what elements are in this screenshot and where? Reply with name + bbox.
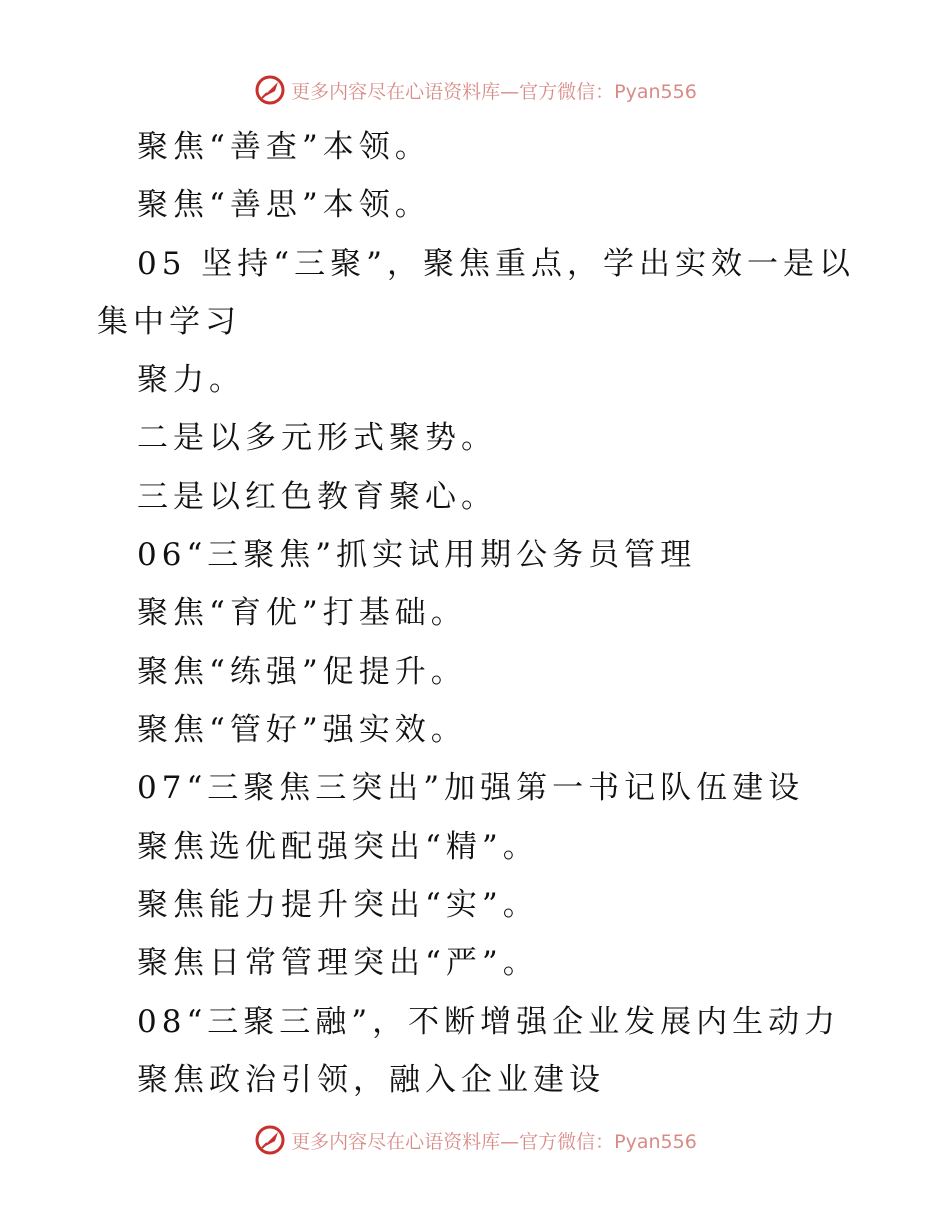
- text-line: 聚焦政治引领，融入企业建设: [137, 1062, 605, 1098]
- text-line: 聚焦“练强”促提升。: [137, 654, 467, 690]
- text-line: 聚焦“管好”强实效。: [137, 712, 467, 748]
- text-line: 06“三聚焦”抓实试用期公务员管理: [137, 537, 697, 573]
- header-watermark: [0, 70, 950, 110]
- text-line: 08“三聚三融”，不断增强企业发展内生动力: [137, 1004, 841, 1040]
- watermark-text: 更多内容尽在心语资料库—官方微信：Pyan556: [291, 80, 697, 103]
- quill-logo-icon: [253, 1123, 287, 1157]
- watermark-text: 更多内容尽在心语资料库—官方微信：Pyan556: [291, 1130, 697, 1153]
- text-line: 聚焦“善查”本领。: [137, 129, 431, 165]
- text-line: 集中学习: [97, 304, 241, 340]
- text-line: 聚焦“育优”打基础。: [137, 595, 467, 631]
- text-line: 三是以红色教育聚心。: [137, 479, 497, 515]
- text-line: 07“三聚焦三突出”加强第一书记队伍建设: [137, 770, 805, 806]
- text-line: 二是以多元形式聚势。: [137, 420, 497, 456]
- text-line: 聚焦能力提升突出“实”。: [137, 887, 539, 923]
- text-line: 聚焦日常管理突出“严”。: [137, 945, 539, 981]
- text-line: 聚焦“善思”本领。: [137, 187, 431, 223]
- text-line: 05 坚持“三聚”，聚焦重点，学出实效一是以: [137, 246, 855, 282]
- text-line: 聚焦选优配强突出“精”。: [137, 829, 539, 865]
- text-line: 聚力。: [137, 362, 245, 398]
- footer-watermark: [0, 1120, 950, 1160]
- quill-logo-icon: [253, 73, 287, 107]
